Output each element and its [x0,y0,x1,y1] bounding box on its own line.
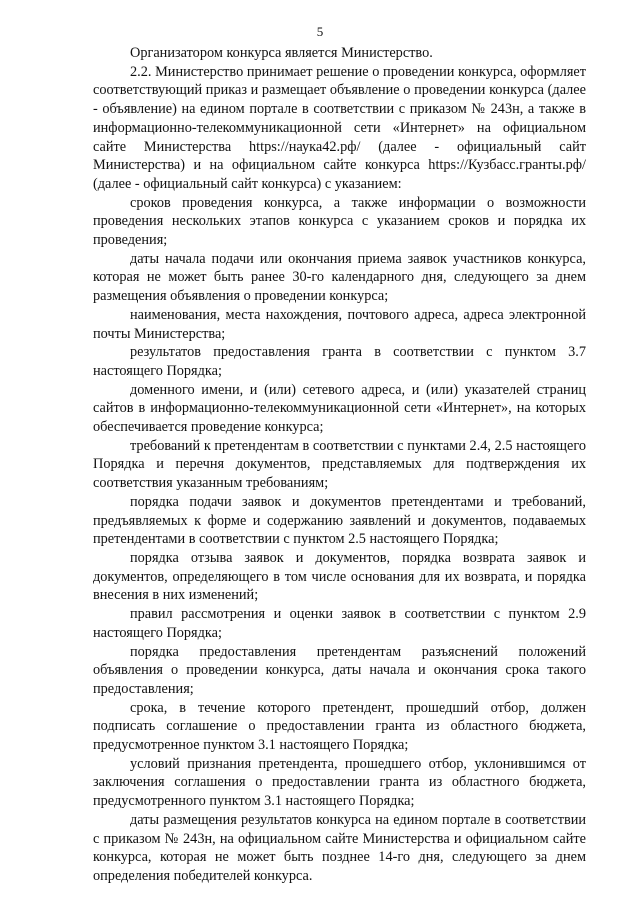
paragraph: требований к претендентам в соответствии с пунктами 2.4, 2.5 настоящего Порядка и перечня документов, представляемых для подтверждения их соответствия указанным требованиям; [93,437,586,492]
paragraph: даты размещения результатов конкурса на едином портале в соответствии с приказом № 243н, на официальном сайте Министерства и официальном сайте конкурса, которая не может быть позднее 14-го дня, следующего за днем определения победителей конкурса. [93,811,586,884]
paragraph: срока, в течение которого претендент, прошедший отбор, должен подписать соглашение о предоставлении гранта из областного бюджета, предусмотренное пунктом 3.1 настоящего Порядка; [93,699,586,754]
paragraph: 2.2. Министерство принимает решение о проведении конкурса, оформляет соответствующий приказ и размещает объявление о проведении конкурса (далее - объявление) на едином портале в соответствии с приказом № 243н, а также в информационно-телекоммуникационной сети «Интернет» на официальном сайте Министерства https://наука42.рф/ (далее - официальный сайт Министерства) и на официальном сайте конкурса https://Кузбасс.гранты.рф/ (далее - официальный сайт конкурса) с указанием: [93,63,586,192]
paragraph: наименования, места нахождения, почтового адреса, адреса электронной почты Министерства; [93,306,586,342]
paragraph: правил рассмотрения и оценки заявок в соответствии с пунктом 2.9 настоящего Порядка; [93,606,586,641]
paragraph: доменного имени, и (или) сетевого адреса, и (или) указателей страниц сайтов в информационно-телекоммуникационной сети «Интернет», на которых обеспечивается проведение конкурса; [93,381,586,436]
page-number: 5 [316,24,324,39]
paragraph: сроков проведения конкурса, а также информации о возможности проведения нескольких этапов конкурса с указанием сроков и порядка их проведения; [93,194,586,249]
paragraph: порядка подачи заявок и документов претендентами и требований, предъявляемых к форме и содержанию заявлений и документов, подаваемых претендентами в соответствии с пунктом 2.5 настоящего Порядка; [93,493,586,548]
paragraph: даты начала подачи или окончания приема заявок участников конкурса, которая не может быть ранее 30-го календарного дня, следующего за днем размещения объявления о проведении конкурса; [93,250,586,305]
paragraph: результатов предоставления гранта в соответствии с пунктом 3.7 настоящего Порядка; [93,344,586,379]
paragraph: порядка отзыва заявок и документов, порядка возврата заявок и документов, определяющего в том числе основания для их возврата, и порядка внесения в них изменений; [93,549,586,604]
paragraph: порядка предоставления претендентам разъяснений положений объявления о проведении конкурса, даты начала и окончания срока такого предоставления; [93,643,586,697]
paragraph: условий признания претендента, прошедшего отбор, уклонившимся от заключения соглашения о предоставлении гранта из областного бюджета, предусмотренного пунктом 3.1 настоящего Порядка; [93,755,586,810]
document-body [93,44,586,886]
paragraph: Организатором конкурса является Министерство. [130,45,433,61]
